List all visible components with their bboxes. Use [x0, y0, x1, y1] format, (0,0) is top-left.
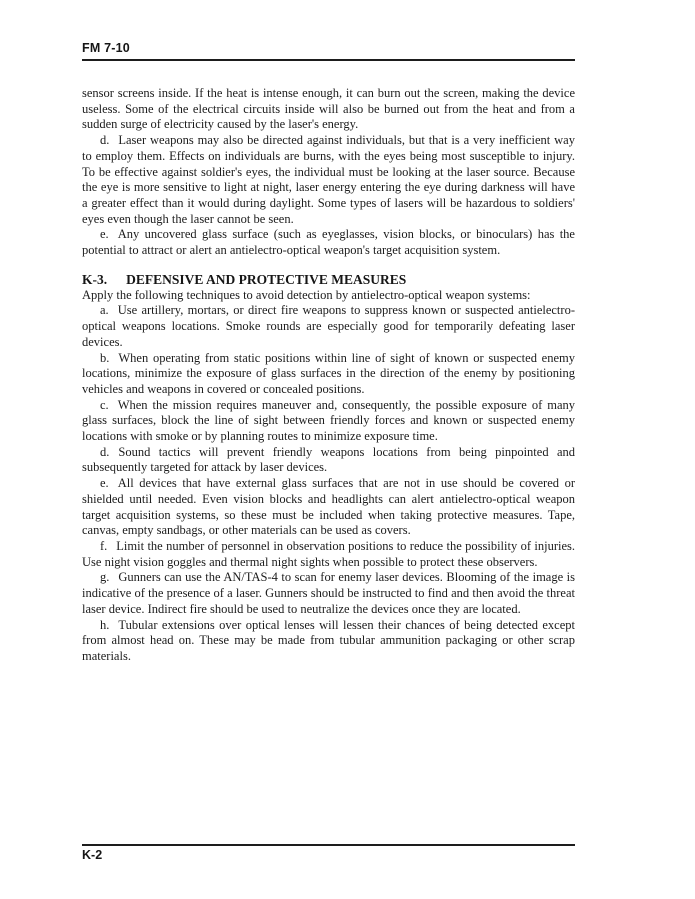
- body-text: [82, 86, 575, 665]
- page-content: [82, 0, 575, 665]
- paragraph-text: When the mission requires maneuver and, consequently, the possible exposure of many glass surfaces, block the line of sight between friendly forces and known or suspected enemy locations with smoke or by planning routes to minimize exposure time.: [82, 397, 575, 444]
- paragraph-text: Tubular extensions over optical lenses will lessen their chances of being detected except from almost head on. These may be made from tubular ammunition packaging or other scrap materials.: [82, 617, 575, 663]
- paragraph-letter: e.: [100, 476, 109, 491]
- list-paragraph-h: [82, 618, 575, 665]
- doc-id: FM 7-10: [82, 41, 130, 55]
- list-paragraph-f: [82, 539, 575, 570]
- paragraph-letter: d.: [100, 133, 110, 148]
- intro-paragraph: sensor screens inside. If the heat is intense enough, it can burn out the screen, making the device useless. Some of the electrical circuits inside will also be burned out from the heat and from a sudden surge of electricity caused by the laser's energy.: [82, 86, 575, 132]
- paragraph-text: Limit the number of personnel in observation positions to reduce the possibility of injuries. Use night vision goggles and thermal night sights when possible to protect these observers.: [82, 538, 575, 569]
- page-number: K-2: [82, 848, 103, 862]
- page-header: [82, 0, 575, 61]
- list-paragraph-d: [82, 445, 575, 476]
- list-paragraph-e: [82, 476, 575, 539]
- section-number: K-3.: [82, 271, 108, 287]
- paragraph-text: Use artillery, mortars, or direct fire weapons to suppress known or suspected antielectro-optical weapons locations. Smoke rounds are especially good for temporarily defeating laser devices.: [82, 303, 575, 349]
- paragraph-letter: g.: [100, 570, 110, 585]
- list-paragraph-b: [82, 351, 575, 398]
- paragraph-text: Laser weapons may also be directed against individuals, but that is a very inefficient way to employ them. Effects on individuals are burns, with the eyes being most susceptible to injury. To be effective against soldier's eyes, the individual must be looking at the laser source. Because the eye is more sensitive to light at night, laser energy entering the eye during darkness will have a greater effect than it would during daylight. Some types of lasers will be hazardous to soldiers' eyes even though the laser cannot be seen.: [82, 133, 575, 226]
- paragraph-text: Any uncovered glass surface (such as eyeglasses, vision blocks, or binoculars) has the potential to attract or alert an antielectro-optical weapon's target acquisition system.: [82, 227, 575, 258]
- paragraph-text: All devices that have external glass surfaces that are not in use should be covered or shielded until needed. Even vision blocks and headlights can alert antielectro-optical weapon target acquisition systems, so these must be included when taking protective measures. Tape, canvas, empty sandbags, or other materials can be used as covers.: [82, 476, 575, 538]
- section-lead: Apply the following techniques to avoid detection by antielectro-optical weapon systems:: [82, 287, 531, 302]
- section-heading: [82, 272, 575, 288]
- paragraph-letter: f.: [100, 538, 108, 553]
- paragraph-letter: d.: [100, 444, 110, 459]
- paragraph-d: [82, 133, 575, 227]
- section-title: DEFENSIVE AND PROTECTIVE MEASURES: [126, 271, 407, 287]
- paragraph-letter: e.: [100, 227, 109, 242]
- paragraph-text: Gunners can use the AN/TAS-4 to scan for enemy laser devices. Blooming of the image is indicative of the presence of a laser. Gunners should be instructed to find and then avoid the threat laser device. Indirect fire should be used to neutralize the devices once they are located.: [82, 570, 575, 616]
- page-footer: [82, 844, 575, 862]
- paragraph-text: Sound tactics will prevent friendly weapons locations from being pinpointed and subsequently targeted for attack by laser devices.: [82, 444, 575, 475]
- list-paragraph-a: [82, 303, 575, 350]
- list-paragraph-c: [82, 398, 575, 445]
- paragraph-text: When operating from static positions within line of sight of known or suspected enemy locations, minimize the exposure of glass surfaces in the direction of the enemy by positioning vehicles and weapons in covered or concealed positions.: [82, 350, 575, 396]
- paragraph-letter: h.: [100, 617, 110, 632]
- list-paragraph-g: [82, 570, 575, 617]
- paragraph-letter: b.: [100, 350, 110, 365]
- paragraph-e: [82, 227, 575, 258]
- paragraph-letter: c.: [100, 397, 109, 412]
- footer-rule: [82, 844, 575, 846]
- header-rule: [82, 59, 575, 61]
- paragraph-letter: a.: [100, 303, 109, 318]
